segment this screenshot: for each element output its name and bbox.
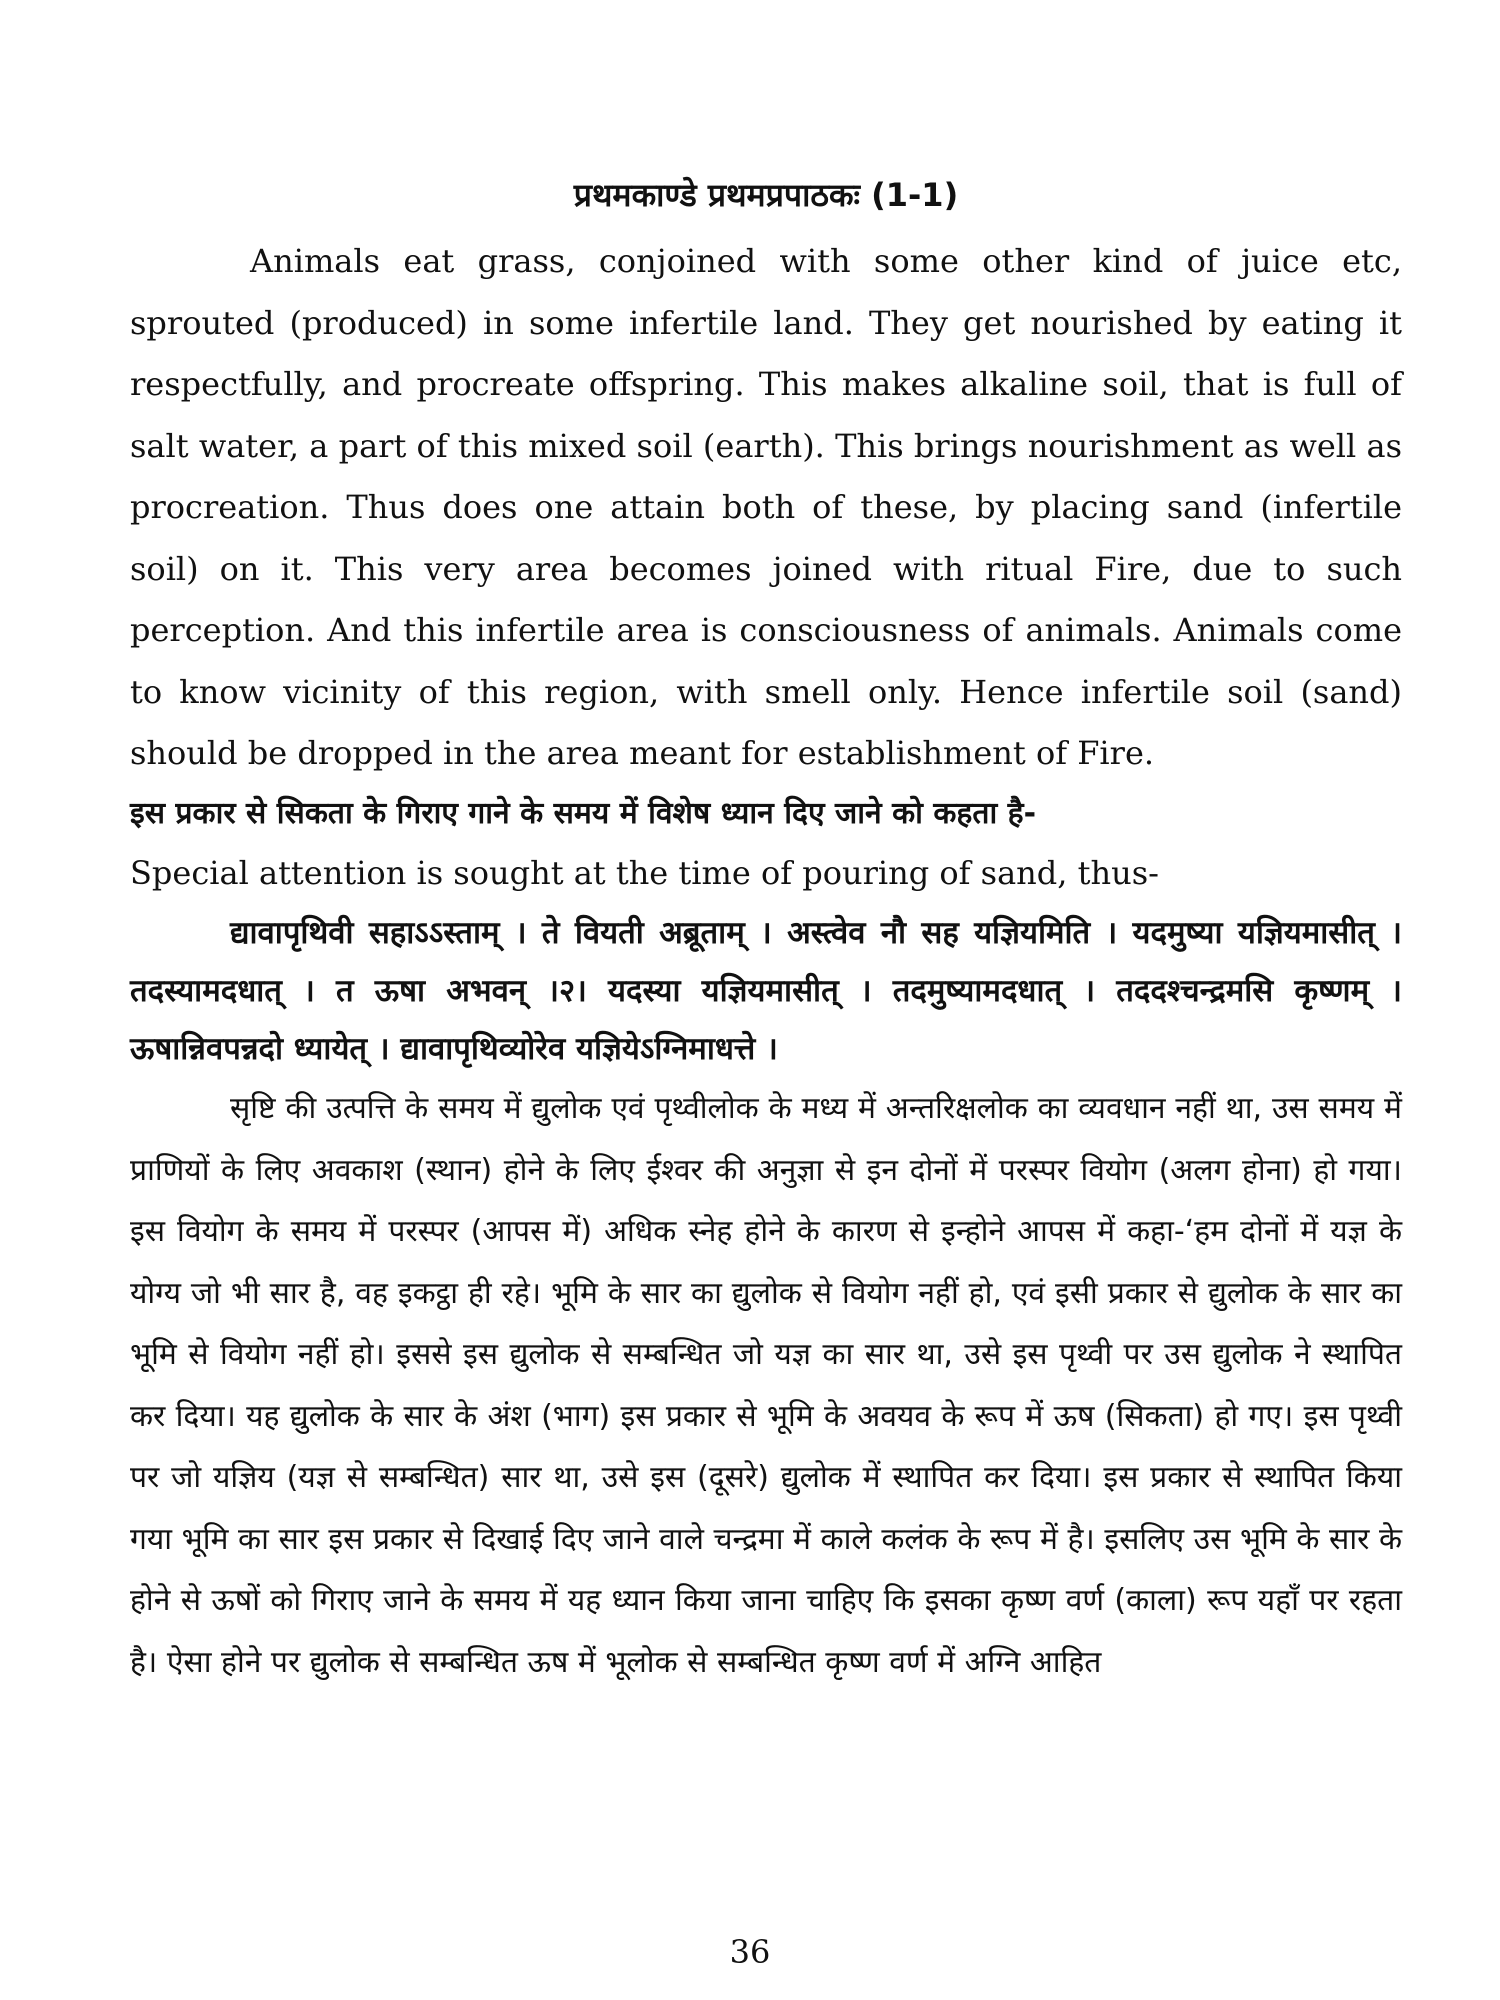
english-paragraph: Animals eat grass, conjoined with some other kind of juice etc, sprouted (produced) in some infertile land. They get nourished by eating it respectfully, and procreate offspring. This makes alkaline soil, that is full of salt water, a part of this mixed soil (earth). This brings nourishment as well as procreation. Thus does one attain both of these, by placing sand (infertile soil) on it. This very area becomes joined with ritual Fire, due to such perception. And this infertile area is consciousness of animals. Animals come to know vicinity of this region, with smell only. Hence infertile soil (sand) should be dropped in the area meant for establishment of Fire. (130, 242, 1402, 772)
sanskrit-mantra: द्यावापृथिवी सहाऽऽस्ताम् । ते वियती अब्रूताम् । अस्त्वेव नौ सह यज्ञियमिति । यदमुष्या यज्ञियमासीत् । तदस्यामदधात् । त ऊषा अभवन् ।२। यदस्या यज्ञियमासीत् । तदमुष्यामदधात् । तददश्चन्द्रमसि कृष्णम् । ऊषान्निवपन्नदो ध्यायेत् । द्यावापृथिव्योरेव यज्ञियेऽग्निमाधत्ते । (130, 915, 1402, 1067)
chapter-heading: प्रथमकाण्डे प्रथमप्रपाठकः (1-1) (573, 176, 959, 214)
page-number: 36 (729, 1933, 771, 1971)
hindi-note: इस प्रकार से सिकता के गिराए गाने के समय में विशेष ध्यान दिए जाने को कहता है- (130, 795, 1037, 831)
english-note: Special attention is sought at the time of pouring of sand, thus- (130, 853, 1159, 892)
hindi-paragraph: सृष्टि की उत्पत्ति के समय में द्युलोक एवं पृथ्वीलोक के मध्य में अन्तरिक्षलोक का व्यवधान नहीं था, उस समय में प्राणियों के लिए अवकाश (स्थान) होने के लिए ईश्वर की अनुज्ञा से इन दोनों में परस्पर वियोग (अलग होना) हो गया। इस वियोग के समय में परस्पर (आपस में) अधिक स्नेह होने के कारण से इन्होने आपस में कहा-‘हम दोनों में यज्ञ के योग्य जो भी सार है, वह इकट्ठा ही रहे। भूमि के सार का द्युलोक से वियोग नहीं हो, एवं इसी प्रकार से द्युलोक के सार का भूमि से वियोग नहीं हो। इससे इस द्युलोक से सम्बन्धित जो यज्ञ का सार था, उसे इस पृथ्वी पर उस द्युलोक ने स्थापित कर दिया। यह द्युलोक के सार के अंश (भाग) इस प्रकार से भूमि के अवयव के रूप में ऊष (सिकता) हो गए। इस पृथ्वी पर जो यज्ञिय (यज्ञ से सम्बन्धित) सार था, उसे इस (दूसरे) द्युलोक में स्थापित कर दिया। इस प्रकार से स्थापित किया गया भूमि का सार इस प्रकार से दिखाई दिए जाने वाले चन्द्रमा में काले कलंक के रूप में है। इसलिए उस भूमि के सार के होने से ऊषों को गिराए जाने के समय में यह ध्यान किया जाना चाहिए कि इसका कृष्ण वर्ण (काला) रूप यहाँ पर रहता है। ऐसा होने पर द्युलोक से सम्बन्धित ऊष में भूलोक से सम्बन्धित कृष्ण वर्ण में अग्नि आहित (130, 1091, 1402, 1680)
page-content (130, 165, 1402, 1693)
